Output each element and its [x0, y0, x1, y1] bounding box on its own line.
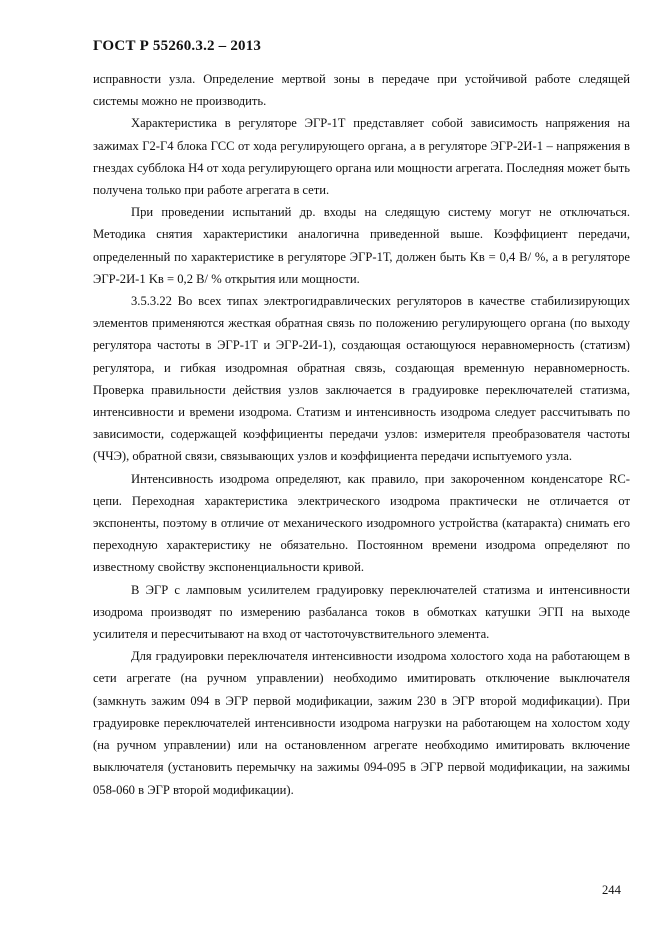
paragraph-test-inputs: При проведении испытаний др. входы на следящую систему могут не отключаться. Методика снятия характеристики аналогична приведенной выше. Коэффициент передачи, определенный по характеристике в регуляторе ЭГР-1Т, должен быть Kв = 0,4 В/ %, а в регуляторе ЭГР-2И-1 Kв = 0,2 В/ % открытия или мощности. [93, 205, 630, 286]
document-body [93, 68, 630, 801]
paragraph-section-3-5-3-22: 3.5.3.22 Во всех типах электрогидравлических регуляторов в качестве стабилизирующих элементов применяются жесткая обратная связь по положению регулирующего органа (по выходу регулятора частоты в ЭГР-1Т и ЭГР-2И-1), создающая остающуюся неравномерность (статизм) регулятора, и гибкая изодромная обратная связь, создающая временную неравномерность. Проверка правильности действия узлов заключается в градуировке переключателей статизма, интенсивности и времени изодрома. Статизм и интенсивность изодрома следует рассчитывать по зависимости, содержащей коэффициенты передачи узлов: измерителя преобразователя частоты (ЧЧЭ), обратной связи, связывающих узлов и коэффициента передачи испытуемого узла. [93, 294, 630, 464]
paragraph-isodrome-intensity: Интенсивность изодрома определяют, как правило, при закороченном конденсаторе RC-цепи. Переходная характеристика электрического изодрома практически не отличается от экспоненты, поэтому в отличие от механического изодромного устройства (катаракта) снимать его переходную характеристику не обязательно. Постоянном времени изодрома определяют по известному свойству экспоненциальности кривой. [93, 471, 630, 575]
paragraph-characteristic: Характеристика в регуляторе ЭГР-1Т представляет собой зависимость напряжения на зажимах Г2-Г4 блока ГСС от хода регулирующего органа, а в регуляторе ЭГР-2И-1 – напряжения в гнездах субблока Н4 от хода регулирующего органа или мощности агрегата. Последняя может быть получена только при работе агрегата в сети. [93, 116, 630, 198]
document-header: ГОСТ Р 55260.3.2 – 2013 [93, 38, 262, 54]
paragraph-calibration: Для градуировки переключателя интенсивности изодрома холостого хода на работающем в сети агрегате (на ручном управлении) необходимо имитировать отключение выключателя (замкнуть зажим 094 в ЭГР первой модификации, зажим 230 в ЭГР второй модификации). При градуировке переключателей интенсивности изодрома нагрузки на работающем на холостом ходу (на ручном управлении) или на остановленном агрегате необходимо имитировать включение выключателя (установить перемычку на зажимы 094-095 в ЭГР первой модификации, на зажимы 058-060 в ЭГР второй модификации). [93, 649, 630, 797]
paragraph-continuation: исправности узла. Определение мертвой зоны в передаче при устойчивой работе следящей системы можно не производить. [93, 72, 630, 109]
page-number: 244 [602, 883, 621, 897]
paragraph-lamp-amplifier: В ЭГР с ламповым усилителем градуировку переключателей статизма и интенсивности изодрома производят по измерению разбаланса токов в обмотках катушки ЭГП на выходе усилителя и пересчитывают на вход от частоточувствительного элемента. [93, 582, 630, 642]
